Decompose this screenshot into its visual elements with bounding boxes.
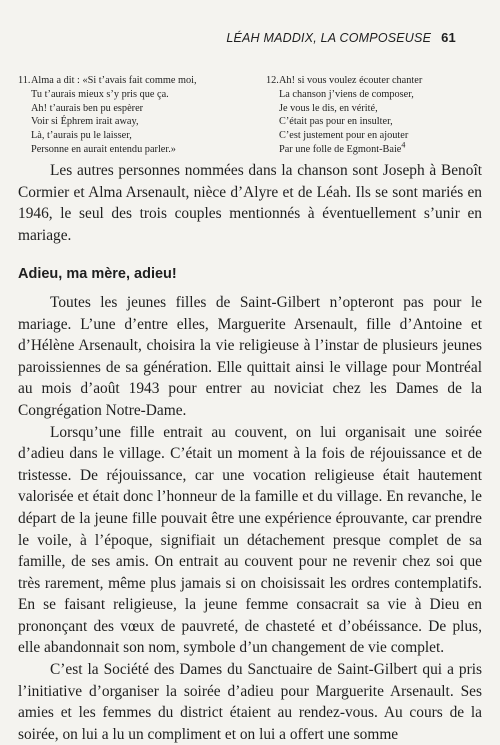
running-header bbox=[226, 30, 456, 45]
verse-line: Voir si Éphrem irait away, bbox=[31, 116, 139, 128]
body-text bbox=[18, 160, 482, 745]
section-title: Adieu, ma mère, adieu! bbox=[18, 266, 177, 283]
running-title: LÉAH MADDIX, LA COMPOSEUSE bbox=[226, 31, 432, 45]
song-verses bbox=[18, 74, 486, 157]
verse-line: Personne en aurait entendu parler.» bbox=[31, 143, 176, 155]
footnote-ref: 4 bbox=[401, 140, 406, 150]
paragraph: Les autres personnes nommées dans la chanson sont Joseph à Benoît Cormier et Alma Arsenault, nièce d’Alyre et de Léah. Ils se sont mariés en 1946, le seul des trois couples mentionnés à éventuellement s’unir en mariage. bbox=[18, 162, 482, 244]
verse-12 bbox=[266, 74, 486, 157]
verse-line bbox=[266, 140, 486, 157]
verse-line: La chanson j’viens de composer, bbox=[279, 88, 414, 100]
paragraph: C’est la Société des Dames du Sanctuaire de Saint-Gilbert qui a pris l’initiative d’organiser la soirée d’adieu pour Marguerite Arsenault. Ses amies et les femmes du district étaient au rendez-vous. Au cours de la soirée, on lui a lu un compliment et on lui a offert une somme bbox=[18, 661, 482, 743]
verse-line: Là, t’aurais pu le laisser, bbox=[31, 130, 132, 142]
verse-line: Ah! si vous voulez écouter chanter bbox=[279, 75, 423, 86]
verse-11 bbox=[18, 74, 238, 157]
verse-number: 11. bbox=[18, 75, 31, 86]
verse-line: C’était pas pour en insulter, bbox=[279, 116, 393, 128]
verse-line: Tu t’aurais mieux s’y pris que ça. bbox=[31, 88, 169, 100]
page-number: 61 bbox=[441, 30, 456, 45]
verse-line: C’est justement pour en ajouter bbox=[279, 130, 409, 142]
paragraph: Lorsqu’une fille entrait au couvent, on lui organisait une soirée d’adieu dans le village. C’était un moment à la fois de réjouissance et de tristesse. De réjouissance, car une vocation religieuse était hautement valorisée et était donc l’honneur de la famille et du village. En revanche, le départ de la jeune fille pouvait être une expérience éprouvante, car prendre le voile, à l’époque, signifiait un détachement presque complet de sa famille, de ses amis. On entrait au couvent pour ne revenir chez soi que très rarement, même plus jamais si on choisissait les ordres contemplatifs. En se faisant religieuse, la jeune femme consacrait sa vie à Dieu en prononçant des vœux de pauvreté, de chasteté et d’obéissance. De plus, elle abandonnait son nom, symbole d’un changement de vie complet. bbox=[18, 423, 482, 657]
verse-line: Ah! t’aurais ben pu espèrer bbox=[31, 102, 144, 114]
verse-line: Je vous le dis, en vérité, bbox=[279, 102, 378, 114]
paragraph: Toutes les jeunes filles de Saint-Gilbert n’opteront pas pour le mariage. L’une d’entre elles, Marguerite Arsenault, fille d’Antoine et d’Hélène Arsenault, choisira la vie religieuse à l’instar de plusieurs jeunes paroissiennes de sa génération. Elle quittait ainsi le village pour Montréal au mois d’août 1943 pour entrer au noviciat chez les Dames de la Congrégation Notre-Dame. bbox=[18, 293, 482, 419]
verse-line: Alma a dit : «Si t’avais fait comme moi, bbox=[31, 75, 197, 86]
verse-line-text: Par une folle de Egmont-Baie bbox=[279, 143, 402, 155]
verse-number: 12. bbox=[266, 75, 279, 86]
